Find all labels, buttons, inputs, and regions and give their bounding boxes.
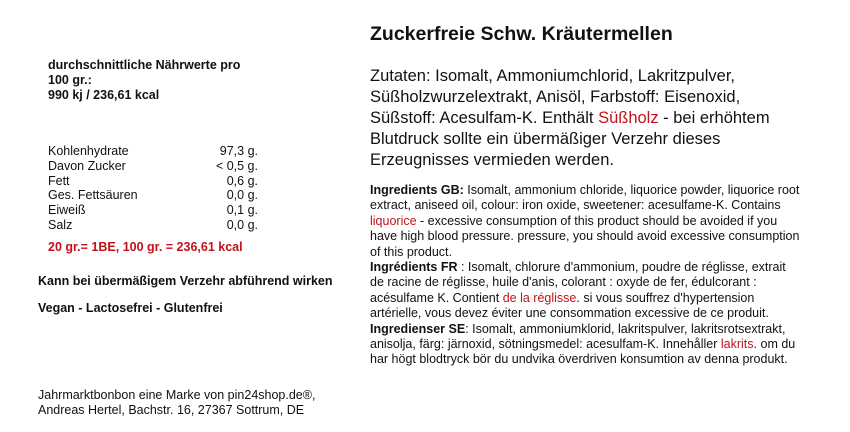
nutrition-value: 97,3 g. <box>219 144 258 158</box>
bread-unit-line: 20 gr.= 1BE, 100 gr. = 236,61 kcal <box>48 240 243 254</box>
allergen-highlight: lakrits <box>720 337 754 352</box>
nutrition-row <box>48 203 258 218</box>
ingredients-de-text: Zutaten: Isomalt, Ammoniumchlorid, Lakritzpulver, Süßholzwurzelextrakt, Anisöl, Farbstoff: Eisenoxid, Süßstoff: Acesulfam-K. Enthält <box>370 67 741 127</box>
nutrition-name: Ges. Fettsäuren <box>48 188 138 203</box>
nutrition-row <box>48 188 258 203</box>
nutrition-name: Eiweiß <box>48 203 86 218</box>
nutrition-name: Kohlenhydrate <box>48 144 129 158</box>
nutrition-value: 0,6 g. <box>226 173 258 188</box>
nutrition-header-line3: 990 kj / 236,61 kcal <box>48 88 160 102</box>
allergen-highlight: de la réglisse <box>502 290 577 305</box>
dietary-info: Vegan - Lactosefrei - Glutenfrei <box>38 301 223 315</box>
nutrition-header-line2: 100 gr.: <box>48 73 92 87</box>
ingredients-se-text: : Isomalt, ammoniumklorid, lakritspulver, lakritsrotsextrakt, anisolja, färg: järnoxid, sötningsmedel: acesulfam-K. Innehåller <box>370 321 786 352</box>
ingredients-se-warning: . om du har högt blodtryck bör du undvika överdriven konsumtion av denna produkt. <box>370 337 796 367</box>
manufacturer-line1: Jahrmarktbonbon eine Marke von pin24shop.de®, <box>38 388 316 402</box>
nutrition-row <box>48 144 258 159</box>
allergen-highlight: liquorice <box>370 213 417 228</box>
manufacturer-info <box>38 388 315 418</box>
nutrition-row <box>48 218 258 233</box>
nutrition-name: Salz <box>48 217 73 232</box>
allergen-highlight: Süßholz <box>598 109 659 127</box>
ingredients-international <box>370 183 800 368</box>
nutrition-header-line1: durchschnittliche Nährwerte pro <box>48 58 241 72</box>
ingredients-fr <box>370 260 800 322</box>
laxative-warning: Kann bei übermäßigem Verzehr abführend wirken <box>38 274 333 288</box>
manufacturer-line2: Andreas Hertel, Bachstr. 16, 27367 Sottrum, DE <box>38 403 305 417</box>
product-title: Zuckerfreie Schw. Kräutermellen <box>370 23 673 45</box>
ingredients-se-label: Ingredienser SE <box>370 321 466 336</box>
ingredients-fr-label: Ingrédients FR <box>370 260 458 275</box>
nutrition-row <box>48 174 258 189</box>
ingredients-gb-text: Isomalt, ammonium chloride, liquorice powder, liquorice root extract, aniseed oil, colour: iron oxide, sweetener: acesulfame-K. Contains <box>370 183 800 213</box>
nutrition-header <box>48 58 240 103</box>
nutrition-value: 0,1 g. <box>226 203 258 218</box>
ingredients-de <box>370 66 780 171</box>
nutrition-value: 0,0 g. <box>226 217 258 232</box>
nutrition-name: Davon Zucker <box>48 158 126 173</box>
nutrition-table <box>48 144 258 233</box>
ingredients-fr-text: : Isomalt, chlorure d'ammonium, poudre de réglisse, extrait de racine de réglisse, huile d'anis, colorant : oxyde de fer, édulcorant : acésulfame K. Contient <box>370 260 786 305</box>
ingredients-se <box>370 322 800 368</box>
ingredients-gb <box>370 183 800 260</box>
nutrition-value: < 0,5 g. <box>215 158 258 173</box>
ingredients-gb-warning: - excessive consumption of this product should be avoided if you have high blood pressure. pressure, you should avoid excessive consumption of this product. <box>370 213 800 259</box>
nutrition-name: Fett <box>48 173 70 188</box>
ingredients-de-warning: - bei erhöhtem Blutdruck sollte ein übermäßiger Verzehr dieses Erzeugnisses vermieden werden. <box>370 109 770 169</box>
nutrition-value: 0,0 g. <box>226 188 258 203</box>
nutrition-row <box>48 159 258 174</box>
ingredients-fr-warning: . si vous souffrez d'hypertension artérielle, vous devez éviter une consommation excessive de ce produit. <box>370 290 769 321</box>
ingredients-gb-label: Ingredients GB: <box>370 183 464 197</box>
